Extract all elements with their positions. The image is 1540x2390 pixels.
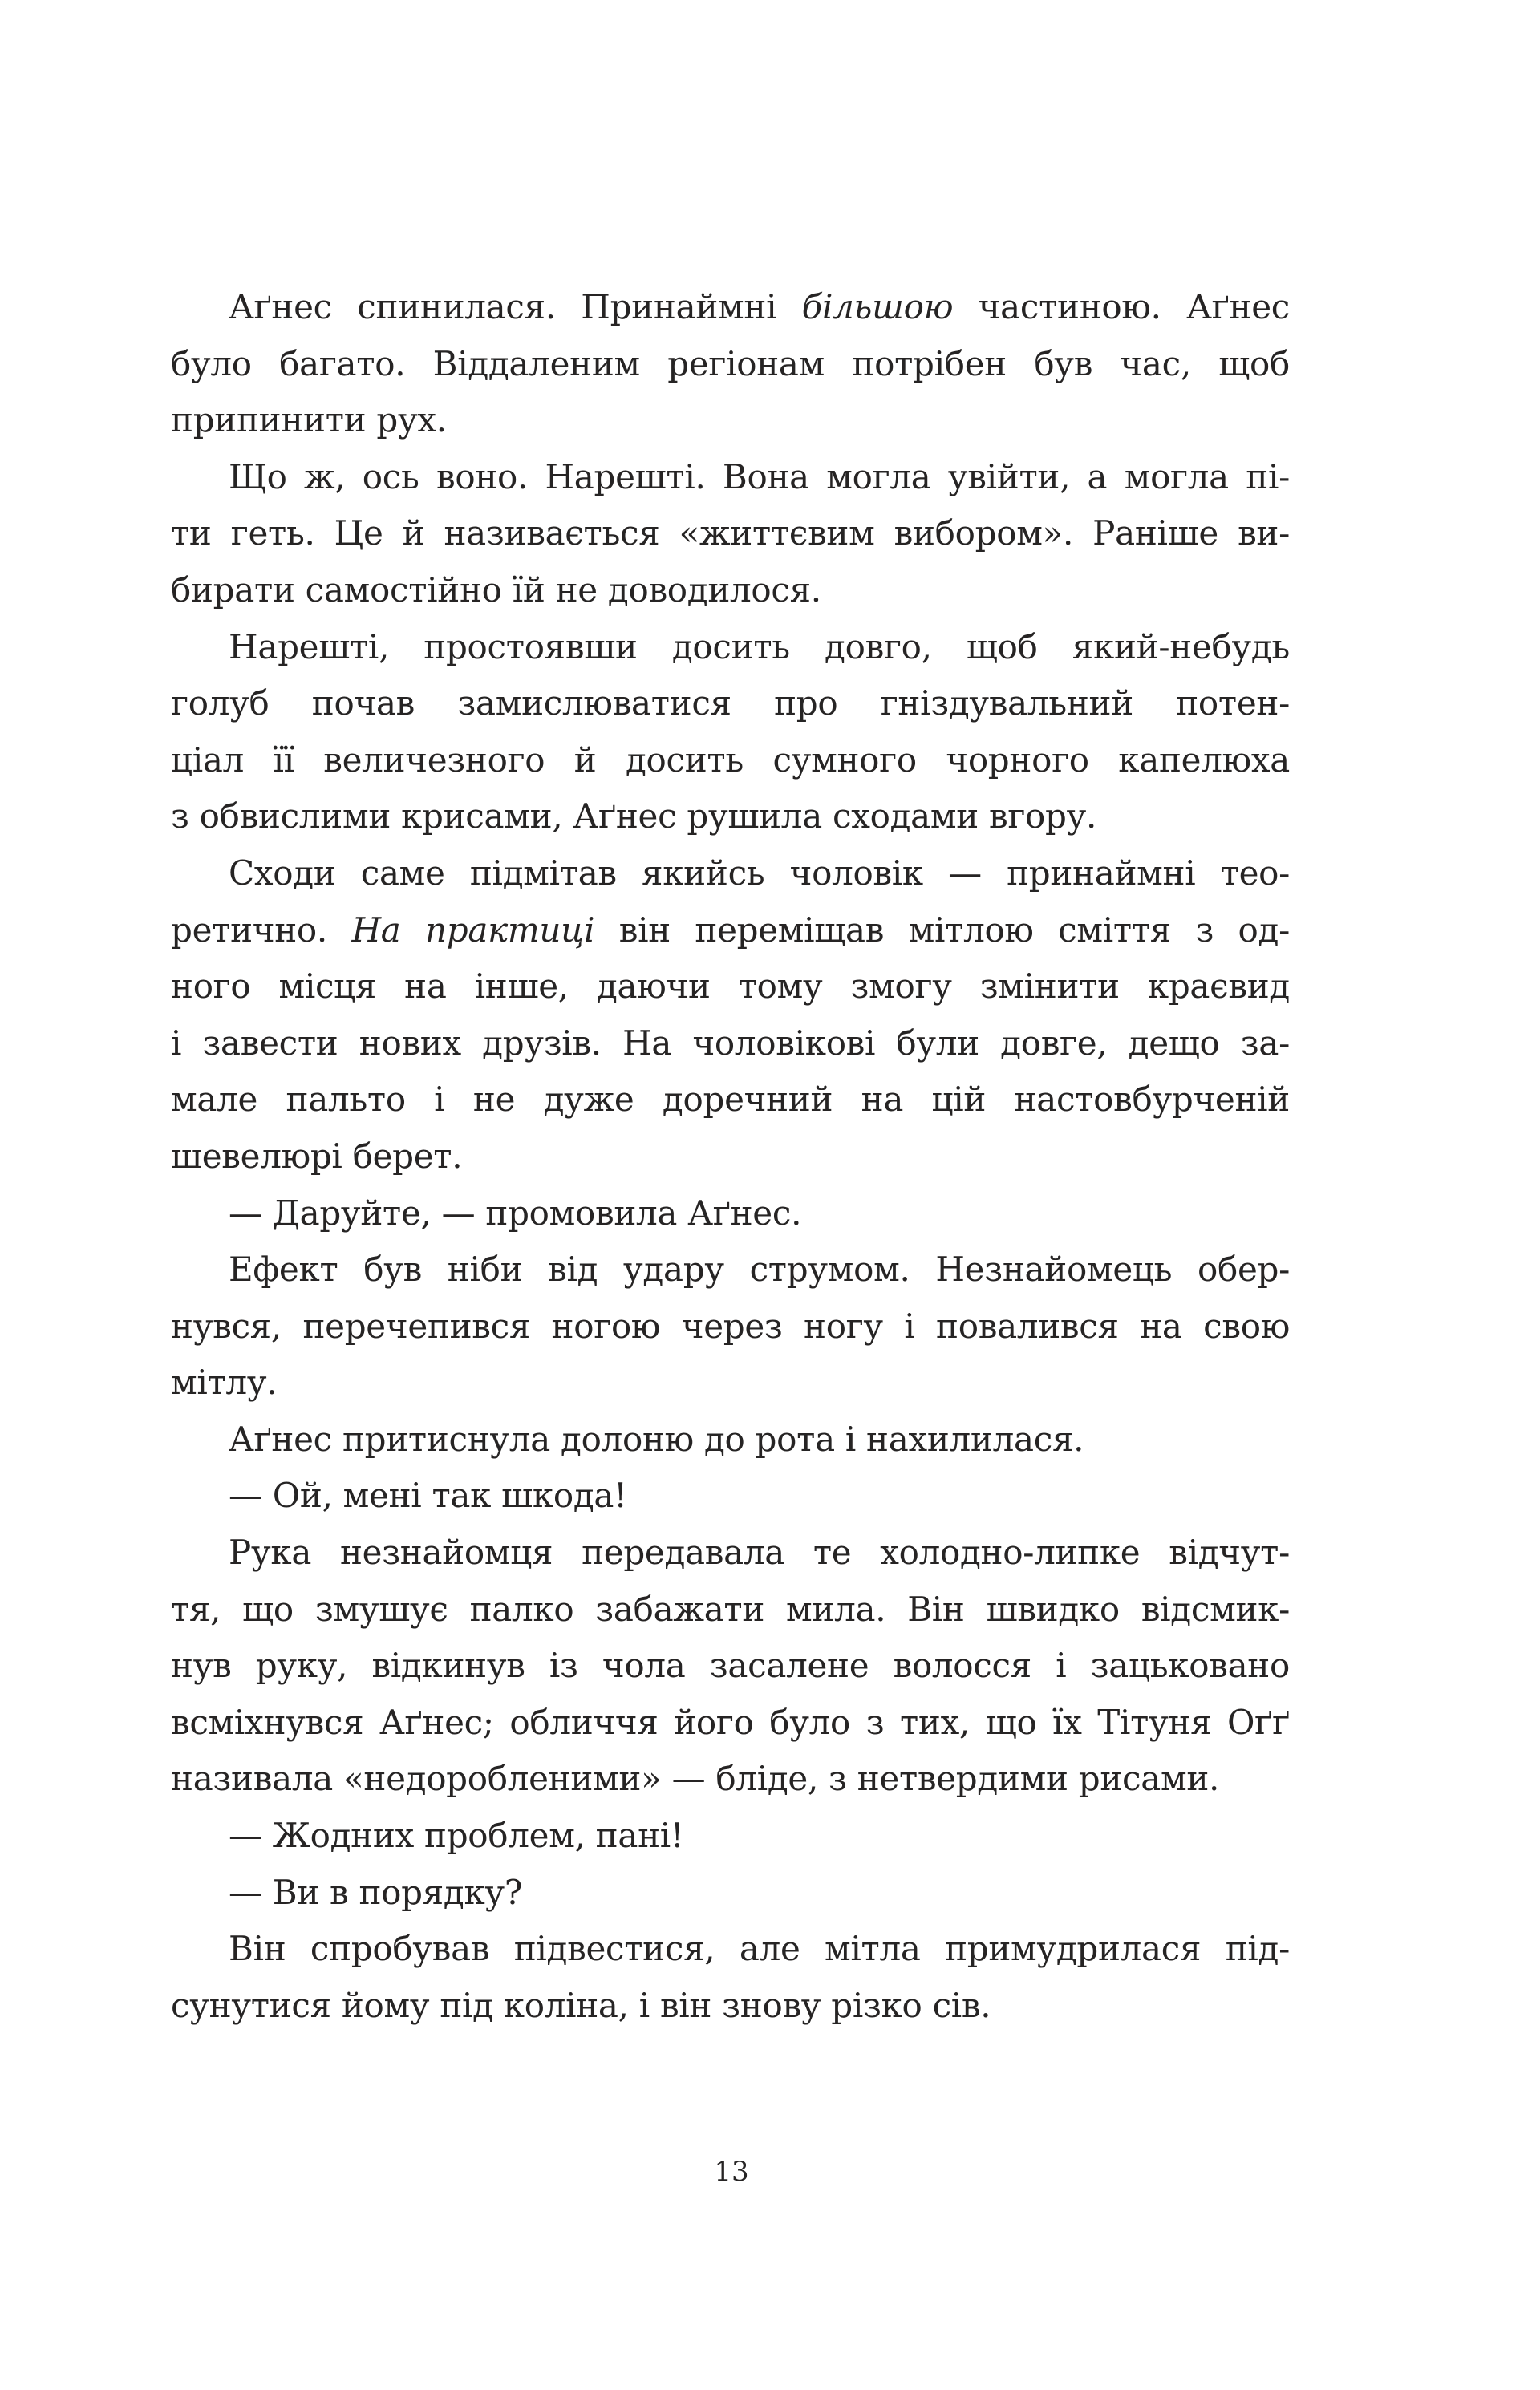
text-line: Нарешті, простоявши досить довго, щоб який-небудь [229, 626, 1290, 666]
text-line: і завести нових друзів. На чоловікові були довге, дещо за- [171, 1023, 1290, 1063]
text-line: ретично. На практиці він переміщав мітлою сміття з од- [171, 909, 1290, 950]
body-text [171, 279, 1290, 2034]
text-line: бирати самостійно їй не доводилося. [171, 569, 821, 610]
text-line: з обвислими крисами, Аґнес рушила сходами вгору. [171, 796, 1097, 836]
text-line: Сходи саме підмітав якийсь чоловік — принаймні тео- [229, 853, 1290, 893]
text-line: — Ви в порядку? [229, 1872, 523, 1912]
text-line: мале пальто і не дуже доречний на цій настовбурченій [171, 1080, 1290, 1120]
text-line: ти геть. Це й називається «життєвим вибором». Раніше ви- [171, 513, 1290, 553]
text-line: сунутися йому під коліна, і він знову різко сів. [171, 1985, 991, 2025]
text-line: Рука незнайомця передавала те холодно-липке відчут- [229, 1533, 1290, 1573]
text-line: мітлу. [171, 1363, 278, 1403]
text-line: — Ой, мені так шкода! [229, 1476, 627, 1516]
text-line: всміхнувся Аґнес; обличчя його було з тих, що їх Тітуня Оґґ [171, 1702, 1290, 1742]
text-line: Аґнес спинилася. Принаймні більшою частиною. Аґнес [229, 287, 1291, 326]
text-line: ціал її величезного й досить сумного чорного капелюха [171, 739, 1290, 780]
text-line: припинити рух. [171, 400, 447, 440]
text-line: називала «недоробленими» — бліде, з нетвердими рисами. [171, 1759, 1220, 1799]
text-line: ного місця на інше, даючи тому змогу змінити краєвид [171, 966, 1290, 1007]
italic-emphasis: На практиці [351, 909, 595, 950]
text-line: нув руку, відкинув із чола засалене волосся і зацьковано [171, 1646, 1290, 1686]
text-line: шевелюрі берет. [171, 1136, 463, 1176]
text-line: Ефект був ніби від удару струмом. Незнайомець обер- [229, 1250, 1290, 1290]
text-line: — Жодних проблем, пані! [229, 1816, 684, 1856]
text-line: Що ж, ось воно. Нарешті. Вона могла увійти, а могла пі- [229, 456, 1290, 496]
italic-emphasis: більшою [801, 287, 954, 326]
text-line: голуб почав замислюватися про гніздувальний потен- [171, 683, 1290, 723]
text-line: нувся, перечепився ногою через ногу і повалився на свою [171, 1306, 1290, 1346]
text-line: було багато. Віддаленим регіонам потрібен був час, щоб [171, 343, 1290, 383]
text-line: — Даруйте, — промовила Аґнес. [229, 1193, 802, 1233]
text-line: Аґнес притиснула долоню до рота і нахилилася. [229, 1419, 1084, 1459]
text-line: тя, що змушує палко забажати мила. Він швидко відсмик- [171, 1589, 1290, 1629]
text-line: Він спробував підвестися, але мітла примудрилася під- [229, 1929, 1290, 1969]
page-number: 13 [714, 2156, 749, 2188]
